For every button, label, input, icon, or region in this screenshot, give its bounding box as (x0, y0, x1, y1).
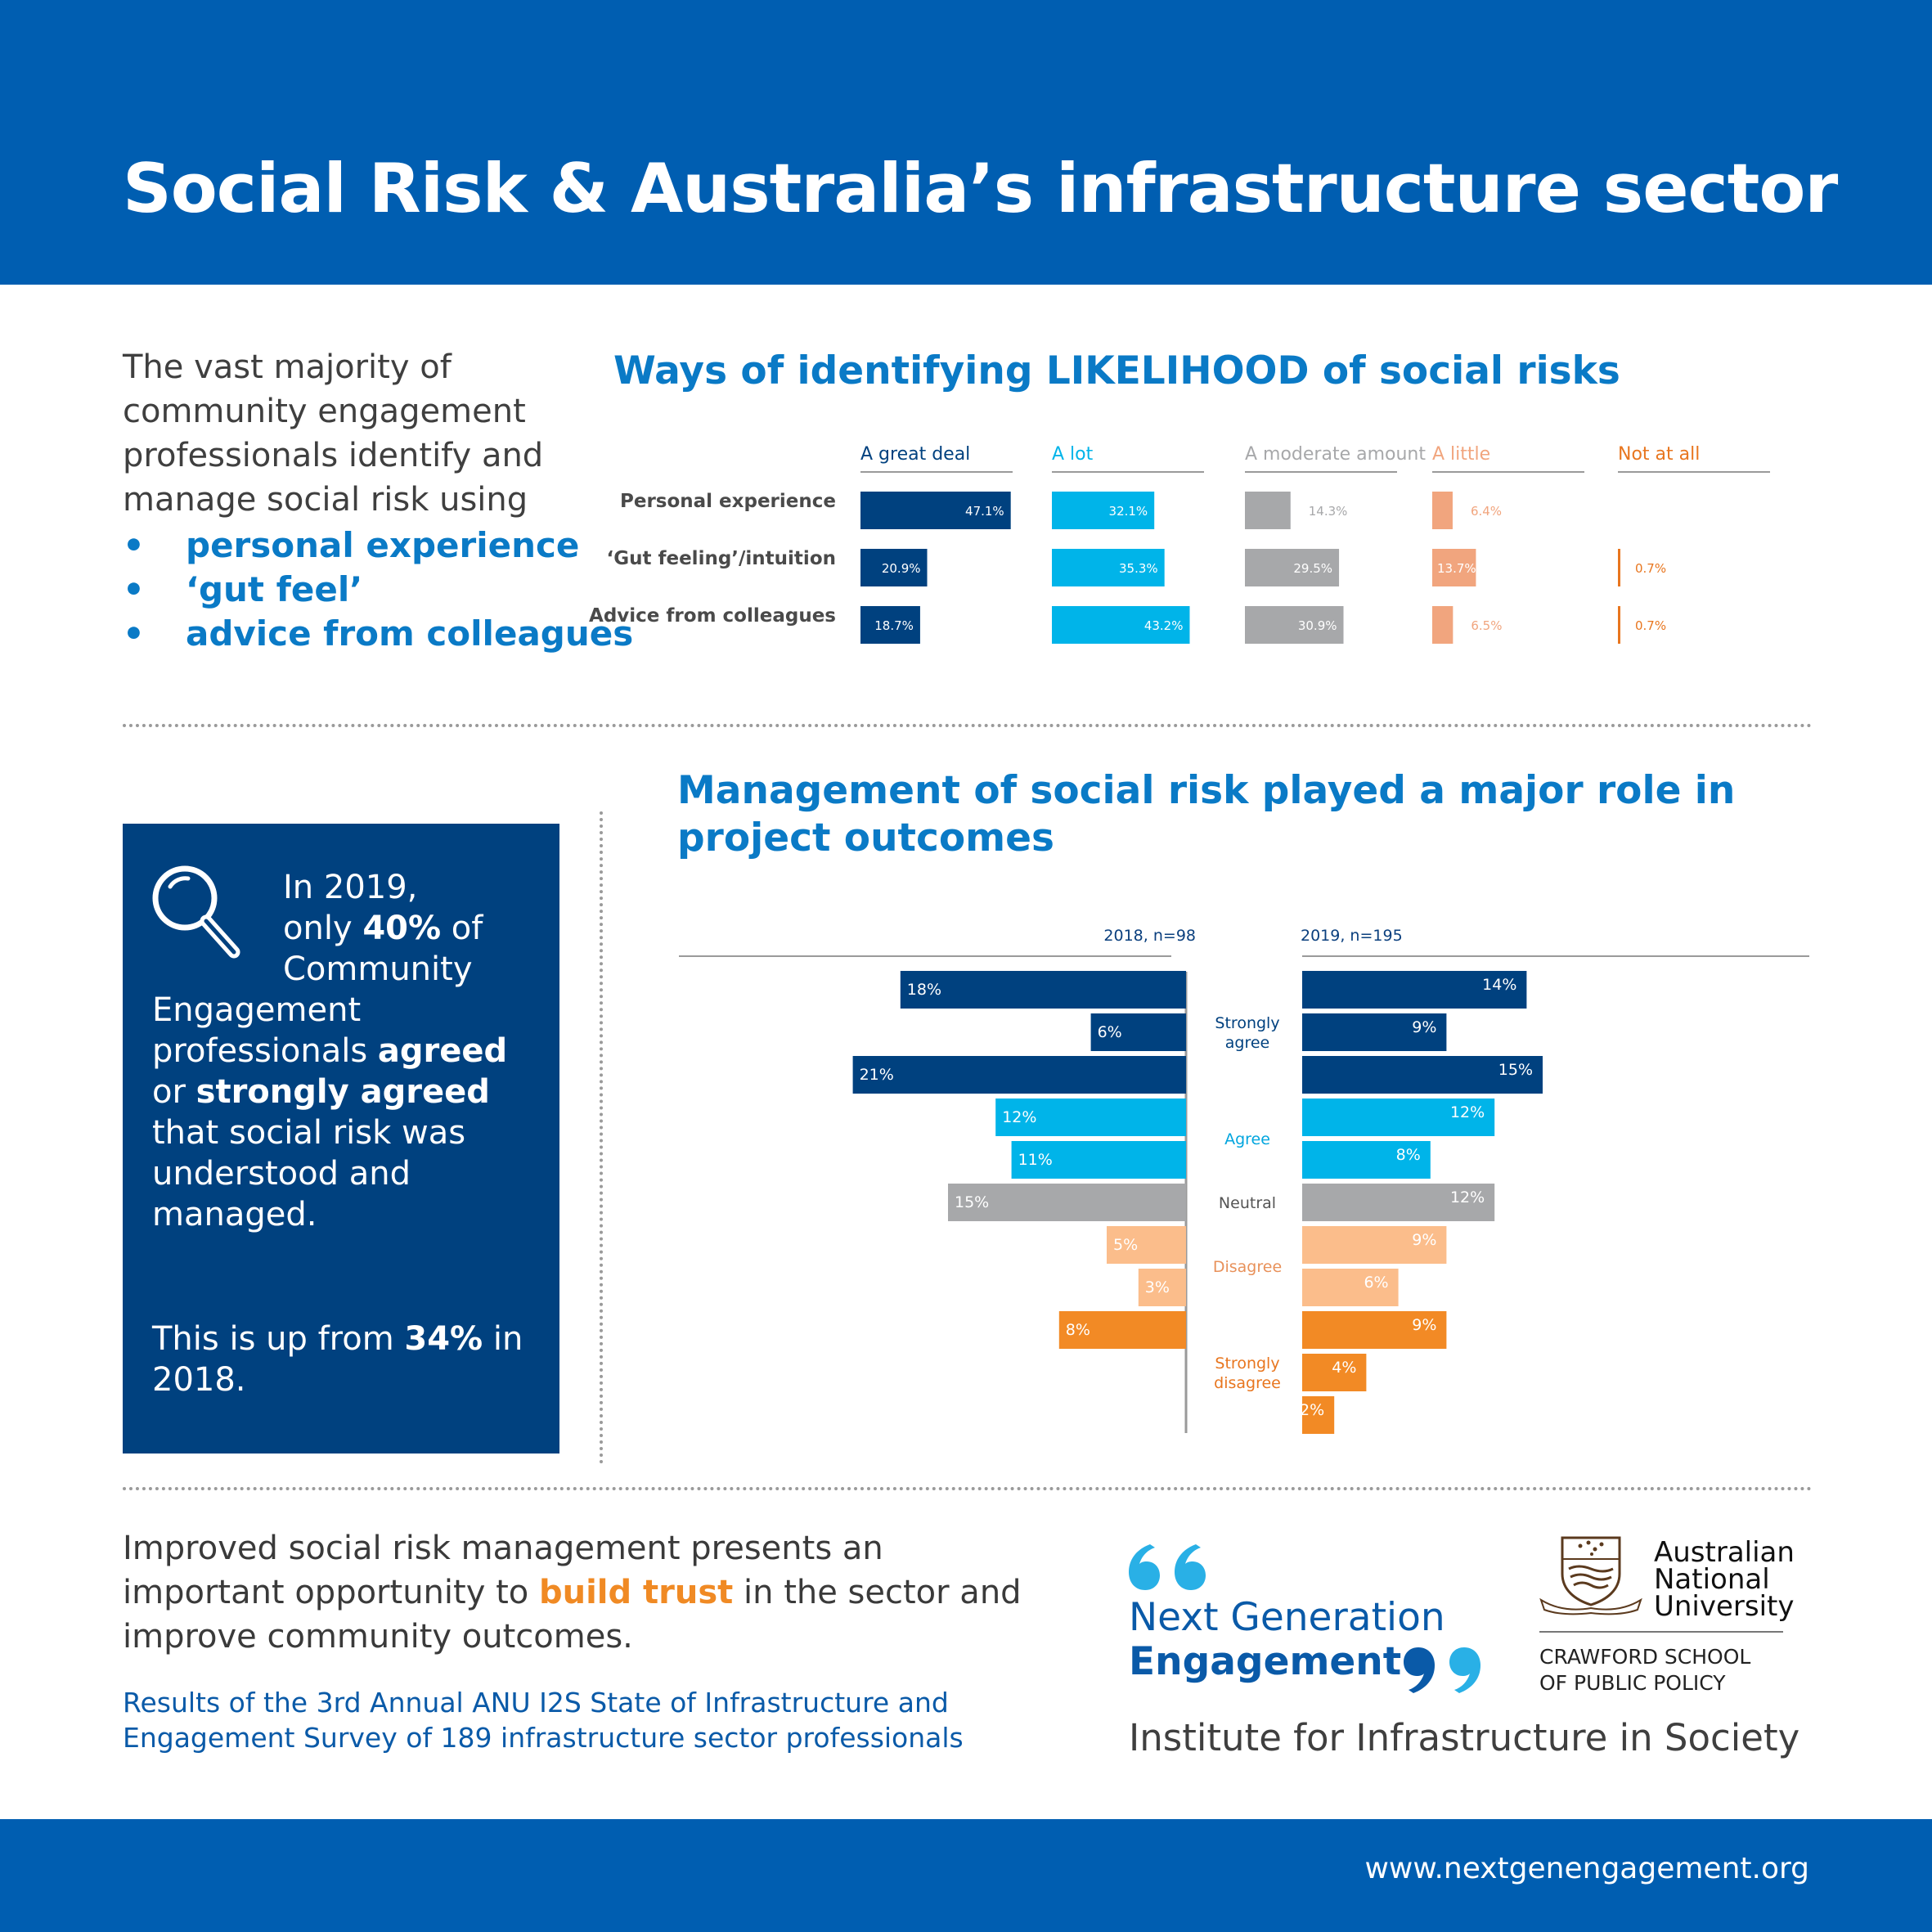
nge-logo-line1: Next Generation (1129, 1595, 1445, 1640)
website-link[interactable]: www.nextgenengagement.org (1364, 1852, 1809, 1885)
data-label-2019: 15% (1498, 1061, 1533, 1079)
bar (1618, 606, 1620, 644)
data-label-2019: 9% (1412, 1316, 1437, 1334)
stat-line: In 2019, (283, 869, 418, 906)
category-label: Advice from colleagues (589, 605, 836, 627)
legend-label: Not at all (1618, 444, 1701, 465)
header-banner (0, 0, 1932, 285)
likelihood-chart-title: Ways of identifying LIKELIHOOD of social risks (613, 348, 1620, 393)
data-label: 6.5% (1471, 618, 1503, 633)
source-note: Results of the 3rd Annual ANU I2S State of Infrastructure and Engagement Survey of 189 infrastructure sector professionals (123, 1687, 964, 1754)
data-label: 30.9% (1297, 618, 1337, 633)
bullet-advice-from-colleagues: • advice from colleagues (123, 612, 633, 656)
group-header: 2019, n=195 (1301, 927, 1403, 945)
management-chart-title: Management of social risk played a major role in project outcomes (677, 768, 1736, 860)
bar (1432, 606, 1453, 644)
data-label-2019: 12% (1449, 1188, 1485, 1206)
section-divider (123, 1487, 1813, 1490)
data-label-2019: 8% (1395, 1146, 1421, 1164)
build-trust-highlight: build trust (538, 1574, 734, 1611)
logo-divider (1539, 1631, 1783, 1633)
data-label-2018: 8% (1065, 1321, 1090, 1339)
stat-line: that social risk was (152, 1114, 466, 1152)
data-label-2018: 18% (906, 981, 942, 999)
bar (1245, 492, 1291, 529)
data-label-2019: 6% (1364, 1274, 1389, 1292)
data-label-2018: 6% (1097, 1023, 1122, 1041)
stat-line: managed. (152, 1196, 317, 1233)
data-label: 14.3% (1308, 504, 1348, 519)
page-title: Social Risk & Australia’s infrastructure sector (123, 149, 1838, 228)
nge-logo-line2: Engagement (1129, 1639, 1402, 1684)
data-label-2018: 11% (1018, 1151, 1053, 1169)
anu-crest-logo (1538, 1534, 1644, 1616)
section-divider (123, 724, 1813, 727)
stat-line: only 40% of (283, 910, 483, 947)
data-label: 43.2% (1143, 618, 1184, 633)
data-label-2019: 12% (1449, 1103, 1485, 1121)
category-label: ‘Gut feeling’/intuition (606, 548, 836, 569)
data-label: 35.3% (1119, 561, 1158, 576)
data-label-2018: 12% (1002, 1108, 1037, 1126)
data-label-2019: 14% (1482, 976, 1517, 994)
bullet-gut-feel: • ‘gut feel’ (123, 568, 633, 612)
likelihood-chart (0, 425, 1932, 671)
data-label: 20.9% (881, 561, 921, 576)
response-label: Agree (1224, 1130, 1270, 1148)
stat-line: professionals agreed (152, 1032, 508, 1070)
legend-label: A little (1432, 444, 1491, 465)
data-label-2019: 4% (1332, 1359, 1357, 1377)
crawford-school-name: CRAWFORD SCHOOL OF PUBLIC POLICY (1539, 1645, 1751, 1695)
response-label: disagree (1214, 1374, 1281, 1392)
data-label: 13.7% (1437, 561, 1476, 576)
response-label: Disagree (1212, 1258, 1283, 1276)
legend-label: A great deal (860, 444, 971, 465)
bar (1618, 549, 1620, 586)
data-label-2018: 21% (859, 1066, 894, 1084)
management-chart (0, 916, 1932, 1440)
quote-marks-icon (1126, 1543, 1215, 1592)
stat-line: Community (283, 950, 473, 988)
response-label: Strongly (1215, 1355, 1280, 1373)
anu-wordmark: Australian National University (1654, 1536, 1795, 1623)
legend-label: A lot (1052, 444, 1094, 465)
data-label: 29.5% (1293, 561, 1333, 576)
legend-label: A moderate amount (1245, 444, 1426, 465)
data-label: 6.4% (1470, 504, 1503, 519)
intro-text: The vast majority of community engagement professionals identify and manage social risk using (123, 348, 544, 519)
data-label: 18.7% (874, 618, 914, 633)
data-label: 0.7% (1635, 561, 1667, 576)
response-label: Neutral (1218, 1194, 1277, 1212)
institute-name: Institute for Infrastructure in Society (1129, 1716, 1800, 1759)
data-label-2018: 3% (1144, 1278, 1170, 1296)
quote-marks-icon (1394, 1644, 1484, 1695)
stat-comparison-text: This is up from 34% in 2018. (152, 1320, 523, 1399)
data-label: 0.7% (1635, 618, 1667, 633)
bar (1432, 492, 1453, 529)
response-label: Strongly (1215, 1014, 1280, 1032)
stat-line: Engagement (152, 991, 362, 1029)
data-label-2018: 15% (955, 1193, 990, 1211)
data-label: 32.1% (1108, 504, 1148, 519)
data-label: 47.1% (965, 504, 1004, 519)
data-label-2019: 9% (1412, 1231, 1437, 1249)
data-label-2019: 2% (1300, 1401, 1325, 1419)
response-label: agree (1224, 1034, 1270, 1052)
data-label-2018: 5% (1113, 1236, 1139, 1254)
bar-2018 (901, 971, 1186, 1009)
closing-statement: Improved social risk management presents an important opportunity to build trust in the sector and improve community outcomes. (123, 1530, 1022, 1656)
bar-2018 (853, 1056, 1186, 1094)
group-header: 2018, n=98 (1103, 927, 1196, 945)
stat-line: or strongly agreed (152, 1073, 490, 1111)
category-label: Personal experience (619, 491, 836, 512)
bullet-personal-experience: • personal experience (123, 523, 633, 568)
data-label-2019: 9% (1412, 1018, 1437, 1036)
stat-line: understood and (152, 1155, 411, 1193)
